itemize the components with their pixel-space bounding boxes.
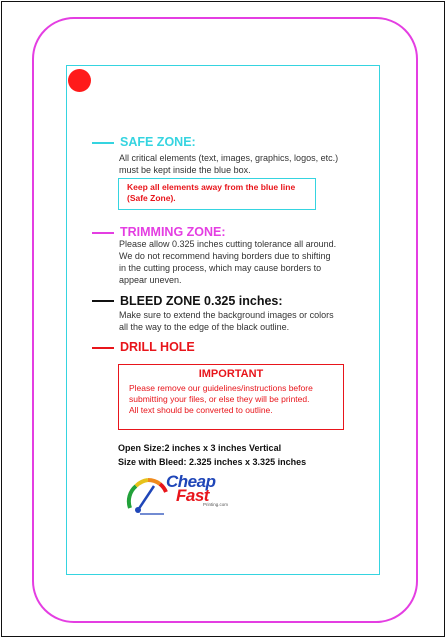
logo-word-printing: Printing.com xyxy=(203,502,229,507)
important-body: Please remove our guidelines/instructions before submitting your files, or else they will be printed. All text should be converted to outline. xyxy=(129,383,313,415)
important-title: IMPORTANT xyxy=(198,368,264,380)
safe-zone-description: All critical elements (text, images, graphics, logos, etc.) must be kept inside the blue box. xyxy=(119,153,339,175)
cheapfastprinting-logo xyxy=(124,472,244,516)
speedometer-icon xyxy=(124,472,172,516)
bleed-zone-heading: BLEED ZONE 0.325 inches: xyxy=(120,294,283,308)
trimming-zone-heading: TRIMMING ZONE: xyxy=(120,225,226,239)
logo-word-fast: Fast xyxy=(176,486,209,505)
logo-word-cheap: Cheap xyxy=(166,472,216,491)
drill-hole-legend-line xyxy=(92,347,114,349)
trimming-zone-description: Please allow 0.325 inches cutting tolerance all around. We do not recommend having borders due to shifting in the cutting process, which may cause borders to appear uneven. xyxy=(119,239,337,285)
drill-hole-heading: DRILL HOLE xyxy=(120,340,195,354)
bleed-zone-legend-line xyxy=(92,300,114,302)
bleed-size-text: Size with Bleed: 2.325 inches x 3.325 inches xyxy=(118,457,307,467)
safe-zone-legend-line xyxy=(92,142,114,144)
bleed-zone-description: Make sure to extend the background images or colors all the way to the edge of the black outline. xyxy=(119,310,334,332)
drill-hole-marker xyxy=(68,69,91,92)
trimming-zone-legend-line xyxy=(92,232,114,234)
safe-zone-heading: SAFE ZONE: xyxy=(120,135,196,149)
open-size-text: Open Size:2 inches x 3 inches Vertical xyxy=(118,443,282,453)
important-notice xyxy=(118,364,344,430)
safe-zone-callout: Keep all elements away from the blue line (Safe Zone). xyxy=(118,178,316,210)
